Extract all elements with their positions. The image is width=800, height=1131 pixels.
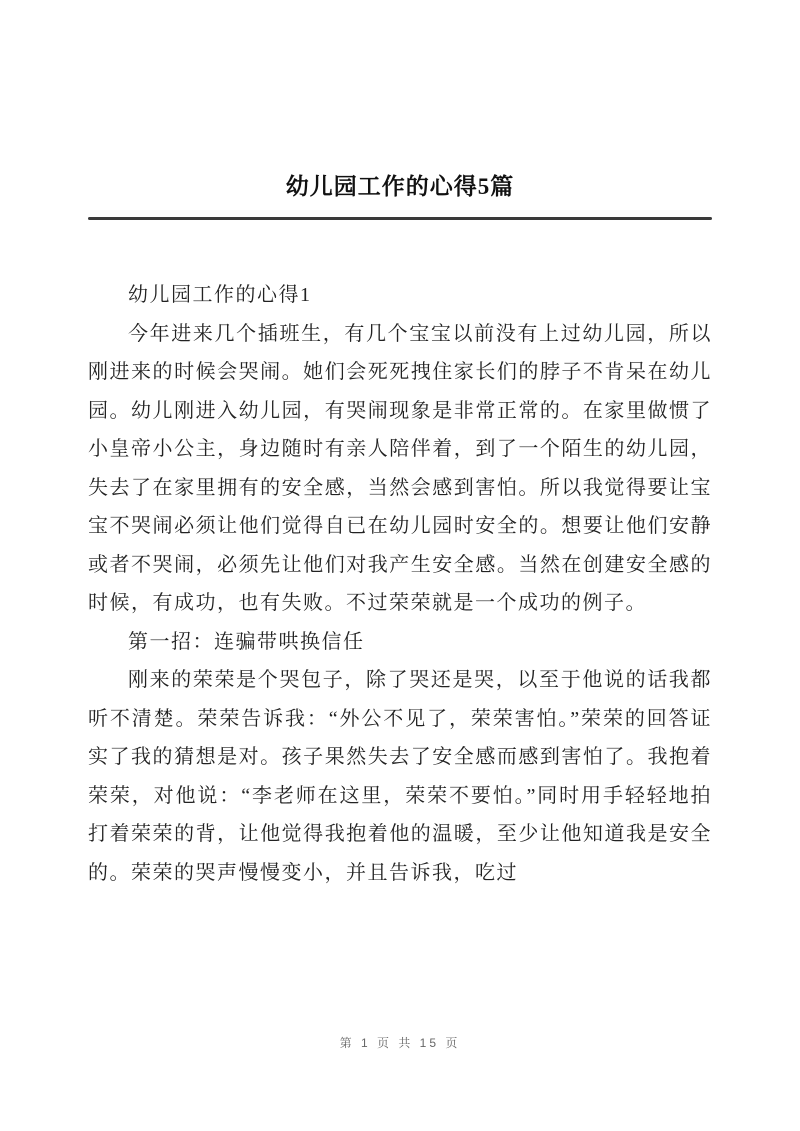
document-title: 幼儿园工作的心得5篇 <box>285 174 515 199</box>
title-underline-divider <box>88 217 712 220</box>
paragraph-heading-1: 幼儿园工作的心得1 <box>128 284 312 306</box>
paragraph-body-2: 刚来的荣荣是个哭包子，除了哭还是哭，以至于他说的话我都听不清楚。荣荣告诉我：“外公不见了，荣荣害怕。”荣荣的回答证实了我的猜想是对。孩子果然失去了安全感而感到害怕了。我抱着荣荣，对他说：“李老师在这里，荣荣不要怕。”同时用手轻轻地拍打着荣荣的背，让他觉得我抱着他的温暖，至少让他知道我是安全的。荣荣的哭声慢慢变小，并且告诉我，吃过 <box>88 669 712 884</box>
paragraph-body-1: 今年进来几个插班生，有几个宝宝以前没有上过幼儿园，所以刚进来的时候会哭闹。她们会死死拽住家长们的脖子不肯呆在幼儿园。幼儿刚进入幼儿园，有哭闹现象是非常正常的。在家里做惯了小皇帝小公主，身边随时有亲人陪伴着，到了一个陌生的幼儿园，失去了在家里拥有的安全感，当然会感到害怕。所以我觉得要让宝宝不哭闹必须让他们觉得自已在幼儿园时安全的。想要让他们安静或者不哭闹，必须先让他们对我产生安全感。当然在创建安全感的时候，有成功，也有失败。不过荣荣就是一个成功的例子。 <box>88 322 712 614</box>
paragraph-subheading-1: 第一招：连骗带哄换信任 <box>128 630 365 653</box>
document-body <box>88 276 712 892</box>
page-number-footer: 第 1 页 共 15 页 <box>339 1036 461 1050</box>
